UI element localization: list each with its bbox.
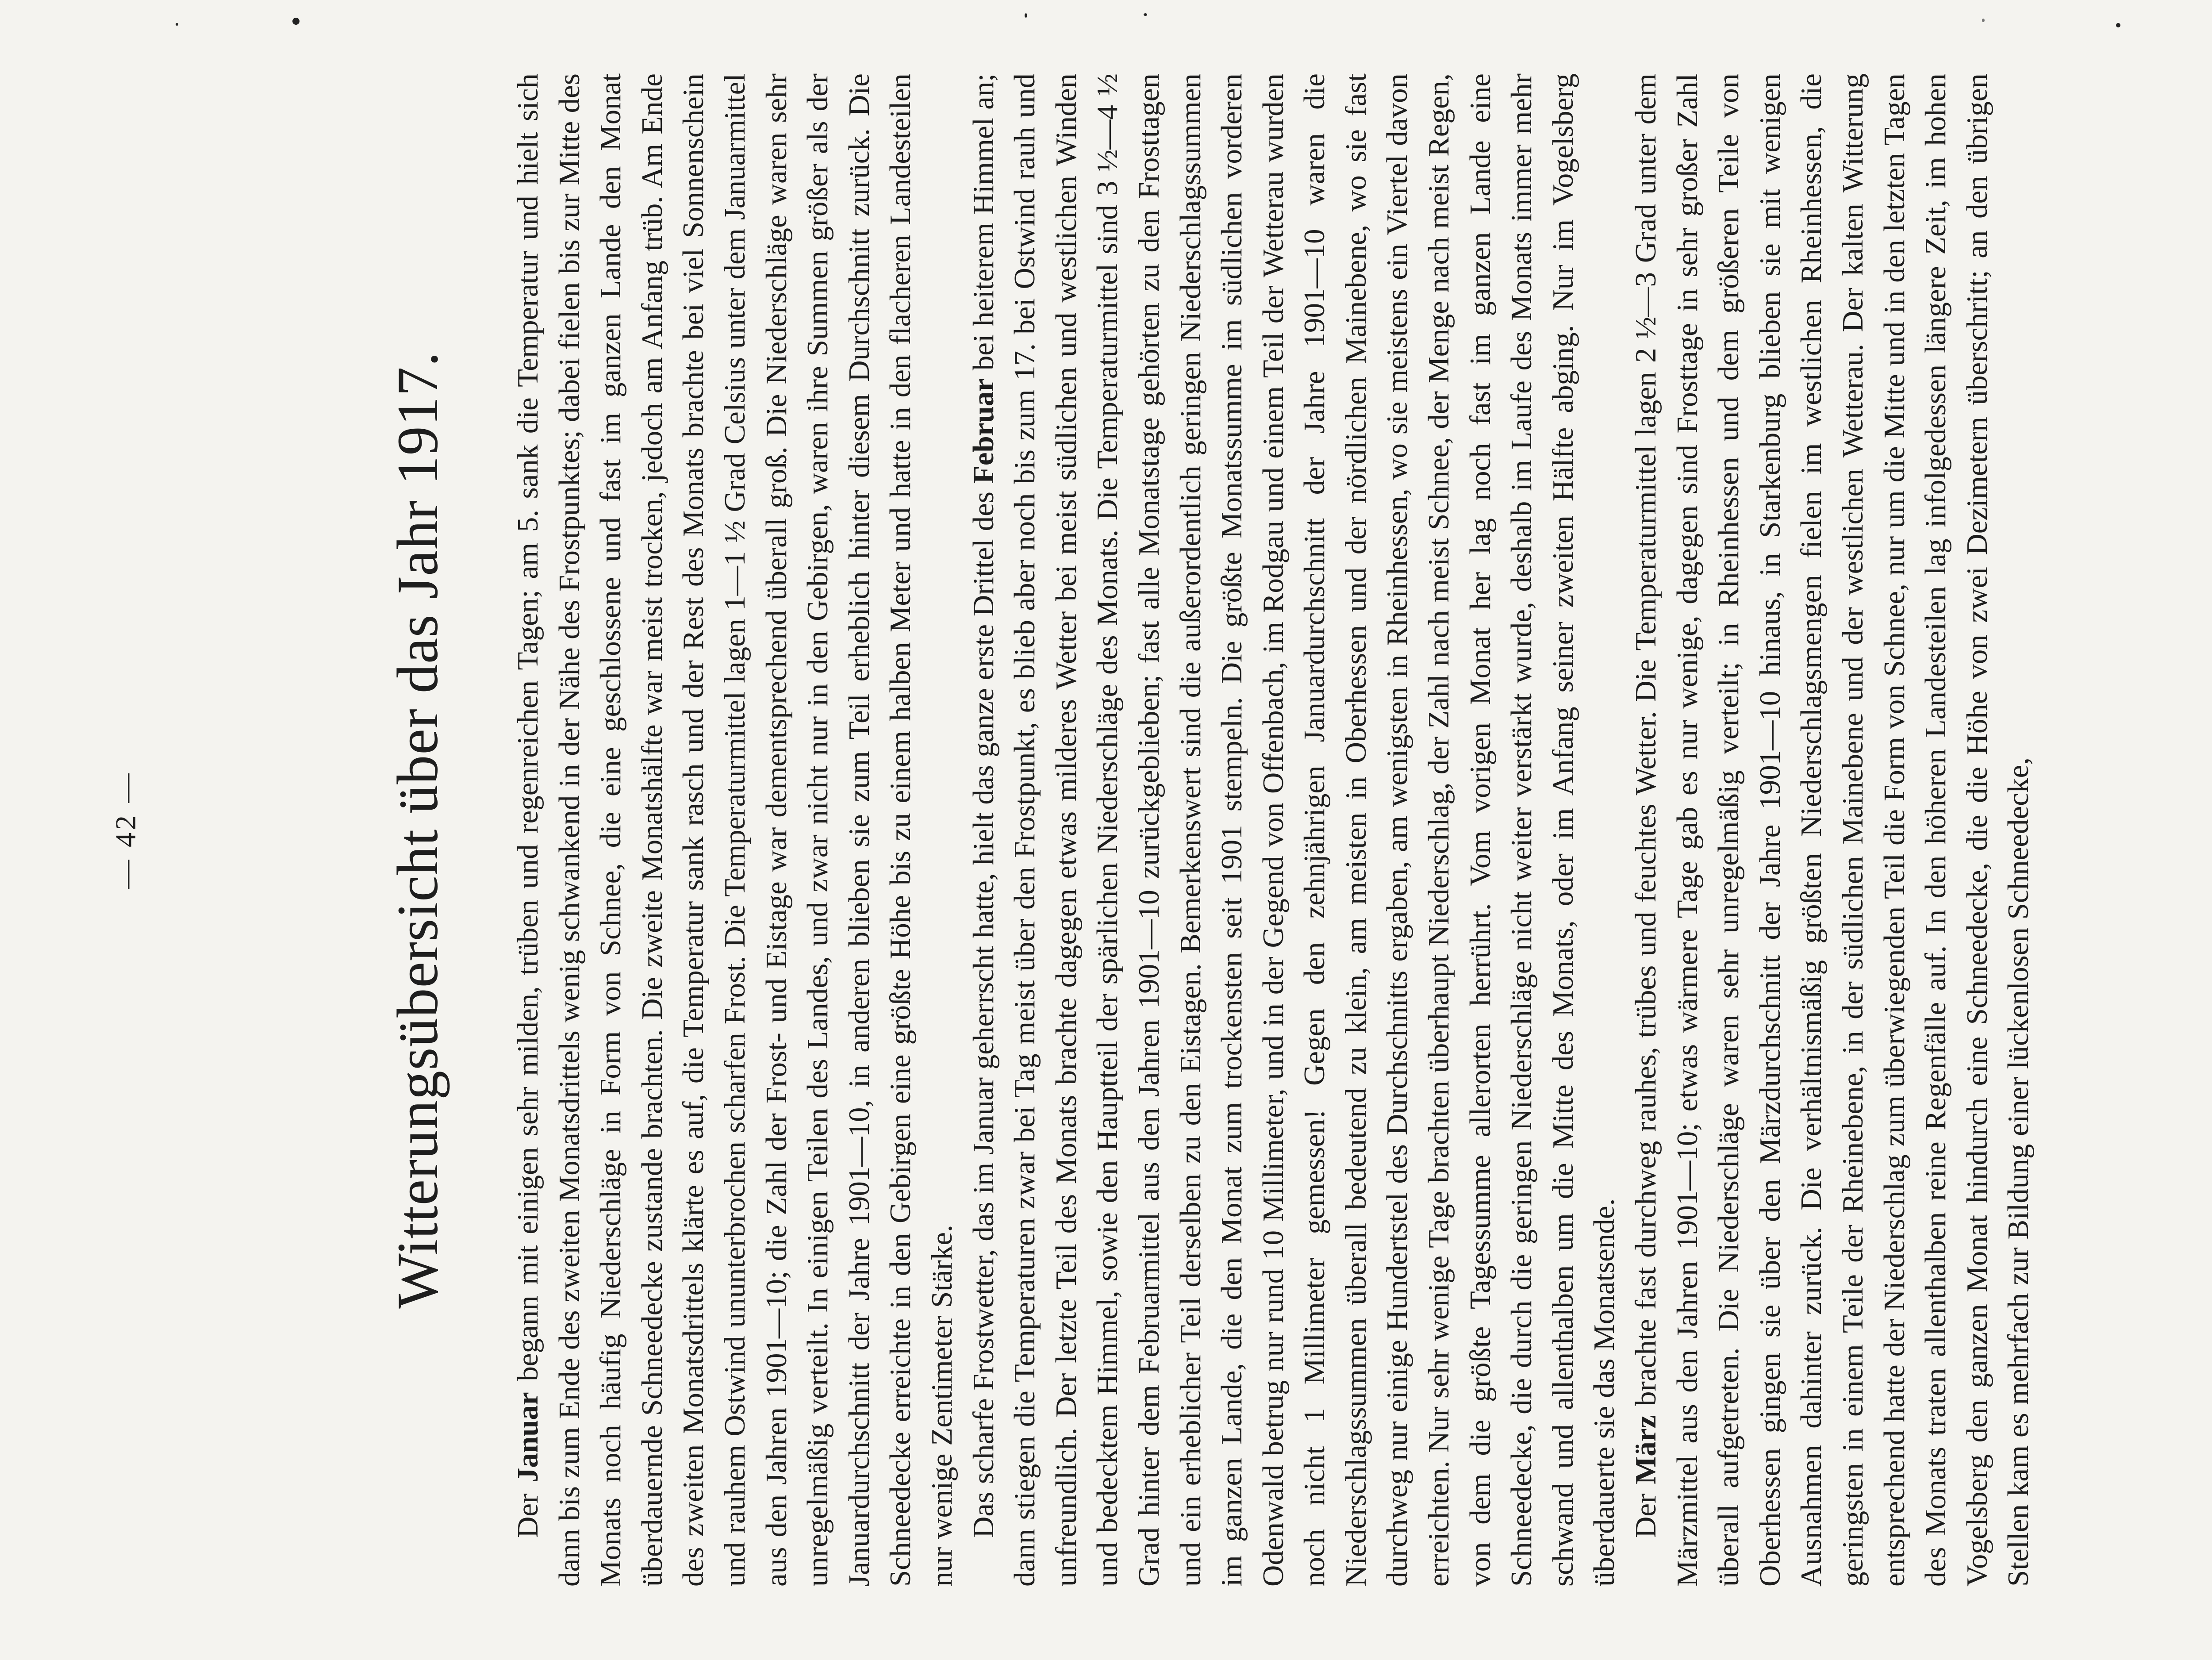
paragraph-text: brachte fast durchweg rauhes, trübes und feuchtes Wetter. Die Temperaturmittel lagen 2 ½—3 Grad unter dem Märzmittel aus den Jahren 1901—10; etwas wärmere Tage gab es nur wenige, dagegen sind Frosttage in sehr großer Zahl überall aufgetreten. Die Niederschläge waren sehr unregelmäßig verteilt; in Rheinhessen und dem größeren Teile von Oberhessen gingen sie über den Märzdurchschnitt der Jahre 1901—10 hinaus, in Starkenburg blieben sie mit wenigen Ausnahmen dahinter zurück. Die verhältnismäßig größten Niederschlagsmengen fielen im westlichen Rheinhessen, die geringsten in einem Teile der Rheinebene, in der südlichen Mainebene und der westlichen Wetterau. Der kalten Witterung entsprechend hatte der Niederschlag zum überwiegenden Teil die Form von Schnee, nur um die Mitte und in den letzten Tagen des Monats traten allenthalben reine Regenfälle auf. In den höheren Landesteilen lag infolgedessen längere Zeit, im hohen Vogelsberg den ganzen Monat hindurch eine Schneedecke, die die Höhe von zwei Dezimetern überschritt; an den übrigen Stellen kam es mehrfach zur Bildung einer lückenlosen Schneedecke,	[1629, 73, 2035, 1587]
month-heading-maerz: März	[1629, 1415, 1663, 1484]
body-text	[507, 73, 2039, 1587]
paragraph-text: bei heiterem Himmel an; dann stiegen die Temperaturen zwar bei Tag meist über den Frostpunkt, es blieb aber noch bis zum 17. bei Ostwind rauh und unfreundlich. Der letzte Teil des Monats brachte dagegen etwas milderes Wetter bei meist südlichen und westlichen Winden und bedecktem Himmel, sowie den Hauptteil der spärlichen Niederschläge des Monats. Die Temperaturmittel sind 3 ½—4 ½ Grad hinter dem Februarmittel aus den Jahren 1901—10 zurückgeblieben; fast alle Monatstage gehörten zu den Frosttagen und ein erheblicher Teil derselben zu den Eistagen. Bemerkenswert sind die außerordentlich geringen Niederschlagssummen im ganzen Lande, die den Monat zum trockensten seit 1901 stempeln. Die größte Monatssumme im südlichen vorderen Odenwald betrug nur rund 10 Millimeter, und in der Gegend von Offenbach, im Rodgau und einem Teil der Wetterau wurden noch nicht 1 Millimeter gemessen! Gegen den zehnjährigen Januardurchschnitt der Jahre 1901—10 waren die Niederschlagssummen überall bedeutend zu klein, am meisten in Oberhessen und der nördlichen Mainebene, wo sie fast durchweg nur einige Hundertstel des Durchschnitts ergaben, am wenigsten in Rheinhessen, wo sie meistens ein Viertel davon erreichten. Nur sehr wenige Tage brachten überhaupt Niederschlag, der Zahl nach meist Schnee, der Menge nach meist Regen, von dem die größte Tagessumme allerorten herrührt. Vom vorigen Monat her lag noch fast im ganzen Lande eine Schneedecke, die durch die geringen Niederschläge nicht weiter verstärkt wurde, deshalb im Laufe des Monats immer mehr schwand und allenthalben um die Mitte des Monats, oder im Anfang seiner zweiten Hälfte abging. Nur im Vogelsberg überdauerte sie das Monatsende.	[967, 73, 1621, 1587]
paragraph-lead: Der	[511, 1483, 544, 1538]
paragraph-januar	[507, 73, 963, 1587]
document-page	[52, 16, 2211, 1644]
paragraph-lead: Das scharfe Frostwetter, das im Januar geherrscht hatte, hielt das ganze erste Drittel des	[967, 484, 1000, 1538]
paragraph-lead: Der	[1629, 1484, 1663, 1538]
month-heading-februar: Februar	[967, 378, 1000, 484]
month-heading-januar: Januar	[511, 1392, 544, 1483]
paragraph-februar	[963, 73, 1626, 1587]
page-title: Witterungsübersicht über das Jahr 1917.	[385, 351, 450, 1309]
page-number: — 42 —	[110, 771, 142, 889]
paragraph-text: begann mit einigen sehr milden, trüben und regenreichen Tagen; am 5. sank die Temperatur und hielt sich dann bis zum Ende des zweiten Monatsdrittels wenig schwankend in der Nähe des Frostpunktes; dabei fielen bis zur Mitte des Monats noch häufig Niederschläge in Form von Schnee, die eine geschlossene und fast im ganzen Lande den Monat überdauernde Schneedecke zustande brachten. Die zweite Monatshälfte war meist trocken, jedoch am Anfang trüb. Am Ende des zweiten Monatsdrittels klärte es auf, die Temperatur sank rasch und der Rest des Monats brachte bei viel Sonnenschein und rauhem Ostwind ununterbrochen scharfen Frost. Die Temperaturmittel lagen 1—1 ½ Grad Celsius unter dem Januarmittel aus den Jahren 1901—10; die Zahl der Frost- und Eistage war dementsprechend überall groß. Die Niederschläge waren sehr unregelmäßig verteilt. In einigen Teilen des Landes, und zwar nicht nur in den Gebirgen, waren ihre Summen größer als der Januardurchschnitt der Jahre 1901—10, in anderen blieben sie zum Teil erheblich hinter diesem Durchschnitt zurück. Die Schneedecke erreichte in den Gebirgen eine größte Höhe bis zu einem halben Meter und hatte in den flacheren Landesteilen nur wenige Zentimeter Stärke.	[511, 73, 958, 1587]
paragraph-maerz	[1625, 73, 2039, 1587]
